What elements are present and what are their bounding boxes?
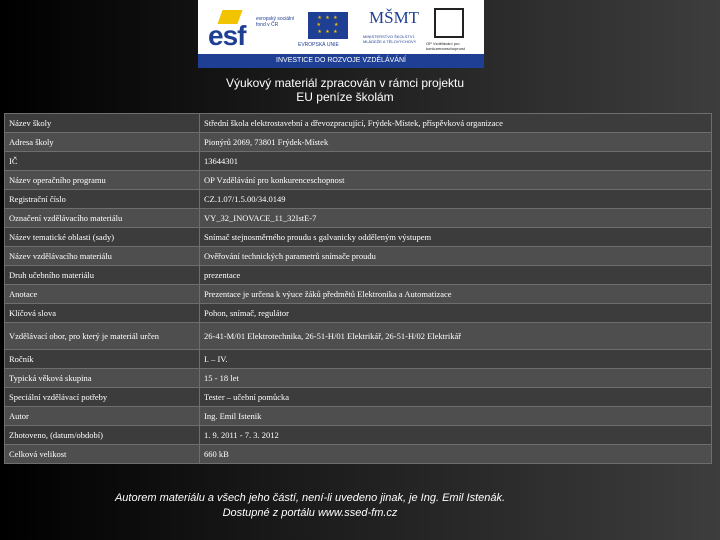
page-heading	[0, 76, 690, 104]
row-value: CZ.1.07/1.5.00/34.0149	[200, 190, 712, 209]
row-label: Speciální vzdělávací potřeby	[5, 388, 200, 407]
info-table	[4, 113, 712, 464]
heading-line-2: EU peníze školám	[296, 90, 394, 104]
table-row	[5, 304, 712, 323]
logo-banner	[198, 0, 484, 68]
table-row	[5, 247, 712, 266]
table-row	[5, 285, 712, 304]
row-label: Druh učebního materiálu	[5, 266, 200, 285]
table-row	[5, 266, 712, 285]
row-value: 26-41-M/01 Elektrotechnika, 26-51-H/01 Elektrikář, 26-51-H/02 Elektrikář	[200, 323, 712, 350]
row-label: Celková velikost	[5, 445, 200, 464]
table-row	[5, 209, 712, 228]
table-row	[5, 133, 712, 152]
row-label: Klíčová slova	[5, 304, 200, 323]
row-label: IČ	[5, 152, 200, 171]
footer-line-1: Autorem materiálu a všech jeho částí, není-li uvedeno jinak, je Ing. Emil Istenák.	[114, 492, 506, 504]
row-value: Střední škola elektrostavební a dřevozpracující, Frýdek-Místek, příspěvková organizace	[200, 114, 712, 133]
row-label: Zhotoveno, (datum/období)	[5, 426, 200, 445]
row-value: Prezentace je určena k výuce žáků předmětů Elektronika a Automatizace	[200, 285, 712, 304]
footer-line-2: Dostupné z portálu www.ssed-fm.cz	[222, 507, 398, 519]
msmt-logo-caption: MINISTERSTVO ŠKOLSTVÍ, MLÁDEŽE A TĚLOVÝCHOVY	[363, 34, 417, 44]
row-value: 13644301	[200, 152, 712, 171]
eu-logo-caption: EVROPSKÁ UNIE	[298, 42, 339, 48]
table-row	[5, 323, 712, 350]
row-label: Vzdělávací obor, pro který je materiál určen	[5, 323, 200, 350]
row-value: Tester – učební pomůcka	[200, 388, 712, 407]
table-row	[5, 407, 712, 426]
table-row	[5, 369, 712, 388]
esf-logo	[208, 10, 303, 50]
esf-logo-caption: evropský sociální fond v ČR	[256, 16, 295, 28]
row-value: VY_32_INOVACE_11_32IstE-7	[200, 209, 712, 228]
op-logo-caption: OP Vzdělávání pro konkurenceschopnost	[426, 41, 465, 51]
row-label: Název operačního programu	[5, 171, 200, 190]
logo-row	[198, 2, 484, 54]
row-value: Pohon, snímač, regulátor	[200, 304, 712, 323]
table-row	[5, 152, 712, 171]
row-label: Ročník	[5, 350, 200, 369]
info-table-body	[5, 114, 712, 464]
row-value: Pionýrů 2069, 73801 Frýdek-Místek	[200, 133, 712, 152]
row-value: prezentace	[200, 266, 712, 285]
row-value: OP Vzdělávání pro konkurenceschopnost	[200, 171, 712, 190]
row-label: Označení vzdělávacího materiálu	[5, 209, 200, 228]
heading-line-1: Výukový materiál zpracován v rámci projektu	[225, 76, 465, 90]
table-row	[5, 445, 712, 464]
table-row	[5, 350, 712, 369]
row-value: Ověřování technických parametrů snímače proudu	[200, 247, 712, 266]
row-value: 660 kB	[200, 445, 712, 464]
table-row	[5, 171, 712, 190]
esf-logo-text: esf	[208, 20, 246, 51]
row-label: Autor	[5, 407, 200, 426]
table-row	[5, 228, 712, 247]
table-row	[5, 388, 712, 407]
row-value: Ing. Emil Istenik	[200, 407, 712, 426]
row-label: Anotace	[5, 285, 200, 304]
row-label: Adresa školy	[5, 133, 200, 152]
row-label: Název vzdělávacího materiálu	[5, 247, 200, 266]
row-value: 15 - 18 let	[200, 369, 712, 388]
table-row	[5, 426, 712, 445]
footer	[0, 491, 620, 521]
row-label: Název tematické oblasti (sady)	[5, 228, 200, 247]
row-label: Název školy	[5, 114, 200, 133]
row-label: Registrační číslo	[5, 190, 200, 209]
msmt-logo-text: MŠMT	[369, 8, 420, 27]
row-value: I. – IV.	[200, 350, 712, 369]
row-label: Typická věková skupina	[5, 369, 200, 388]
row-value: 1. 9. 2011 - 7. 3. 2012	[200, 426, 712, 445]
eu-flag-icon	[308, 12, 348, 39]
op-logo	[426, 8, 476, 52]
eu-stars: ★ ★ ★ ★ ★ ★ ★ ★	[316, 15, 340, 35]
row-value: Snímač stejnosměrného proudu s galvanicky odděleným výstupem	[200, 228, 712, 247]
table-row	[5, 190, 712, 209]
table-row	[5, 114, 712, 133]
msmt-logo	[363, 8, 420, 50]
investice-bar: INVESTICE DO ROZVOJE VZDĚLÁVÁNÍ	[198, 54, 484, 68]
op-logo-mark	[434, 8, 464, 38]
